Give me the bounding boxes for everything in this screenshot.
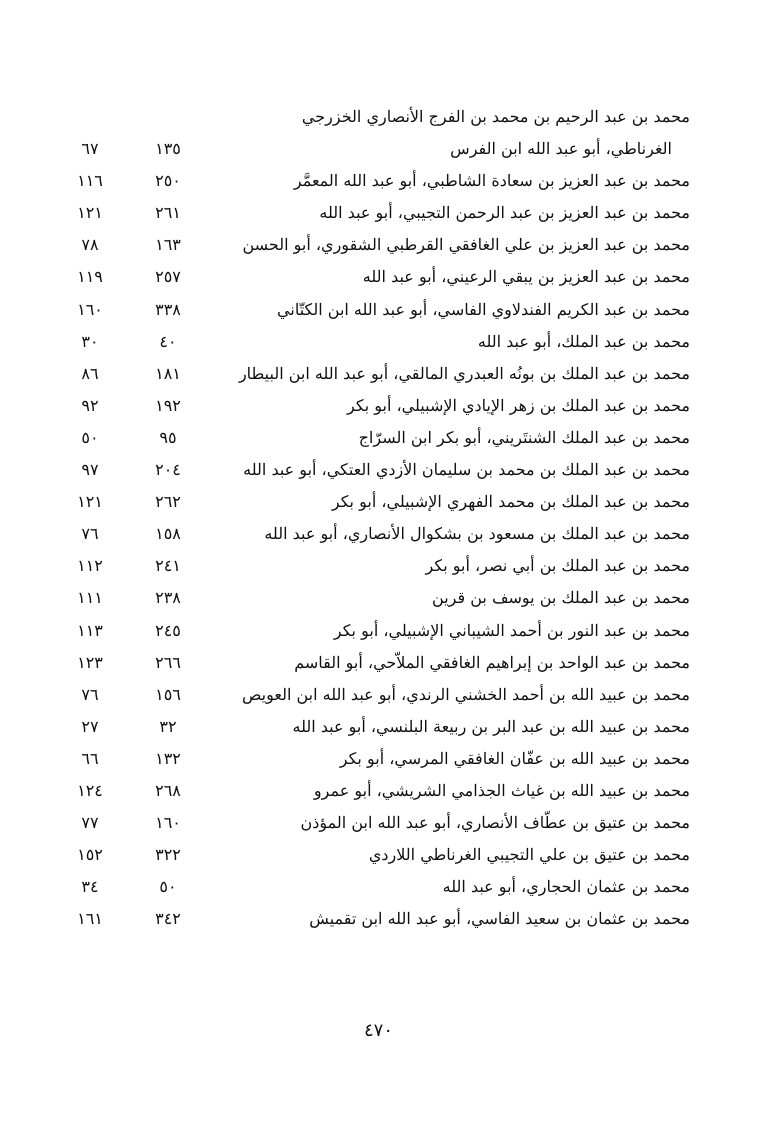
entry-number-b: ٥٠ xyxy=(81,427,99,447)
index-entry xyxy=(60,325,690,357)
index-entry xyxy=(60,774,690,806)
entry-number-a: ٣٤٢ xyxy=(155,909,181,929)
entry-number-b: ١١٢ xyxy=(77,556,103,576)
entry-name: محمد بن عبد الرحيم بن محمد بن الفرج الأنصاري الخزرجي xyxy=(301,107,690,126)
entry-name: محمد بن عبد الملك بن بونُه العبدري المالقي، أبو عبد الله ابن البيطار xyxy=(238,363,690,383)
entry-name: محمد بن عبد الكريم الفندلاوي الفاسي، أبو عبد الله ابن الكتّاني xyxy=(277,299,690,319)
entry-number-a: ٣٣٨ xyxy=(155,299,181,319)
index-entry xyxy=(60,228,690,260)
entry-name: محمد بن عتيق بن عطّاف الأنصاري، أبو عبد الله ابن المؤذن xyxy=(300,813,690,833)
index-entry xyxy=(60,614,690,646)
entry-name: محمد بن عبد النور بن أحمد الشيباني الإشبيلي، أبو بكر xyxy=(333,620,690,640)
entry-number-a: ٥٠ xyxy=(159,877,177,897)
entry-name: محمد بن عتيق بن علي التجيبي الغرناطي اللاردي xyxy=(368,845,690,865)
entry-name: محمد بن عبيد الله بن عفّان الغافقي المرسي، أبو بكر xyxy=(339,748,690,768)
index-entry xyxy=(60,100,690,164)
index-entry xyxy=(60,517,690,549)
entry-number-a: ٢٥٠ xyxy=(155,171,181,191)
entry-number-a: ٢٤٥ xyxy=(155,620,181,640)
entry-number-b: ٢٧ xyxy=(81,716,99,736)
entry-number-b: ٧٧ xyxy=(81,813,99,833)
index-entry xyxy=(60,838,690,870)
entry-number-b: ٣٠ xyxy=(81,331,99,351)
entry-number-b: ٦٦ xyxy=(81,748,99,768)
entry-name: محمد بن عبد العزيز بن عبد الرحمن التجيبي، أبو عبد الله xyxy=(319,203,690,223)
entry-number-a: ٢٦١ xyxy=(155,203,181,223)
entry-name: محمد بن عبد الملك بن زهر الإيادي الإشبيلي، أبو بكر xyxy=(347,395,690,415)
entry-name: محمد بن عبد الملك بن محمد الفهري الإشبيلي، أبو بكر xyxy=(331,492,690,512)
entry-name: محمد بن عبد الملك، أبو عبد الله xyxy=(477,331,690,351)
index-entry xyxy=(60,196,690,228)
entry-number-a: ١٨١ xyxy=(155,363,181,383)
index-entry xyxy=(60,902,690,934)
name-index-list xyxy=(60,100,690,934)
index-entry xyxy=(60,806,690,838)
entry-name: محمد بن عبد الملك بن محمد بن سليمان الأزدي العتكي، أبو عبد الله xyxy=(243,460,690,480)
entry-number-a: ١٥٦ xyxy=(155,684,181,704)
entry-number-b: ١٢١ xyxy=(77,492,103,512)
entry-name: محمد بن عبيد الله بن غياث الجذامي الشريشي، أبو عمرو xyxy=(313,780,690,800)
entry-name-continuation: الغرناطي، أبو عبد الله ابن الفرس xyxy=(450,139,672,158)
entry-number-a: ٤٠ xyxy=(159,331,177,351)
entry-number-b: ١١٦ xyxy=(77,171,103,191)
entry-number-b: ٧٦ xyxy=(81,524,99,544)
entry-name: محمد بن عبد العزيز بن علي الغافقي القرطبي الشقوري، أبو الحسن xyxy=(242,235,690,255)
entry-number-a: ٢٤١ xyxy=(155,556,181,576)
entry-number-b: ١١٣ xyxy=(77,620,103,640)
entry-name: محمد بن عبيد الله بن أحمد الخشني الرندي، أبو عبد الله ابن العويص xyxy=(242,684,690,704)
entry-number-b: ١٦١ xyxy=(77,909,103,929)
index-entry xyxy=(60,646,690,678)
entry-number-b: ١٢٣ xyxy=(77,652,103,672)
index-entry xyxy=(60,710,690,742)
index-entry xyxy=(60,260,690,292)
index-entry xyxy=(60,742,690,774)
index-entry xyxy=(60,678,690,710)
entry-number-a: ١٣٥ xyxy=(155,139,181,158)
entry-number-a: ١٦٣ xyxy=(155,235,181,255)
entry-number-b: ٦٧ xyxy=(81,139,99,158)
entry-number-a: ٢٣٨ xyxy=(155,588,181,608)
index-entry xyxy=(60,357,690,389)
entry-number-a: ٢٠٤ xyxy=(155,460,181,480)
entry-number-b: ١٦٠ xyxy=(77,299,103,319)
entry-number-a: ٣٢٢ xyxy=(155,845,181,865)
entry-number-b: ٧٦ xyxy=(81,684,99,704)
entry-name: محمد بن عثمان الحجاري، أبو عبد الله xyxy=(442,877,690,897)
entry-number-b: ١٢٤ xyxy=(77,780,103,800)
entry-number-b: ٣٤ xyxy=(81,877,99,897)
entry-number-a: ١٦٠ xyxy=(155,813,181,833)
entry-number-b: ١٢١ xyxy=(77,203,103,223)
entry-name: محمد بن عبد الملك بن أبي نصر، أبو بكر xyxy=(425,556,690,576)
entry-number-b: ١١١ xyxy=(77,588,103,608)
entry-name: محمد بن عبد الملك بن مسعود بن بشكوال الأنصاري، أبو عبد الله xyxy=(264,524,690,544)
index-entry xyxy=(60,549,690,581)
index-entry xyxy=(60,581,690,613)
entry-name: محمد بن عبيد الله بن عبد البر بن ربيعة البلنسي، أبو عبد الله xyxy=(292,716,690,736)
index-entry xyxy=(60,870,690,902)
entry-name: محمد بن عبد الواحد بن إبراهيم الغافقي الملاّحي، أبو القاسم xyxy=(294,652,690,672)
entry-number-a: ٢٦٢ xyxy=(155,492,181,512)
index-entry xyxy=(60,421,690,453)
entry-number-b: ٨٦ xyxy=(81,363,99,383)
entry-number-a: ٢٦٦ xyxy=(155,652,181,672)
index-entry xyxy=(60,164,690,196)
entry-number-a: ٣٢ xyxy=(159,716,177,736)
index-entry xyxy=(60,453,690,485)
index-entry xyxy=(60,485,690,517)
entry-name: محمد بن عثمان بن سعيد الفاسي، أبو عبد الله ابن تقميش xyxy=(309,909,690,929)
entry-number-a: ١٣٢ xyxy=(155,748,181,768)
entry-name: محمد بن عبد الملك بن يوسف بن قرين xyxy=(432,588,690,608)
entry-number-b: ١١٩ xyxy=(77,267,103,287)
index-entry xyxy=(60,293,690,325)
page-number: ٤٧٠ xyxy=(363,1020,393,1041)
entry-number-a: ٢٥٧ xyxy=(155,267,181,287)
entry-number-a: ٢٦٨ xyxy=(155,780,181,800)
entry-name: محمد بن عبد العزيز بن سعادة الشاطبي، أبو عبد الله المعمَّر xyxy=(293,171,690,191)
entry-name: محمد بن عبد الملك الشنتَريني، أبو بكر ابن السرّاج xyxy=(358,427,690,447)
entry-number-a: ١٩٢ xyxy=(155,395,181,415)
entry-number-a: ٩٥ xyxy=(159,427,177,447)
entry-number-b: ٩٧ xyxy=(81,460,99,480)
index-entry xyxy=(60,389,690,421)
entry-number-b: ٧٨ xyxy=(81,235,99,255)
entry-number-b: ٩٢ xyxy=(81,395,99,415)
entry-name: محمد بن عبد العزيز بن يبقي الرعيني، أبو عبد الله xyxy=(362,267,690,287)
entry-number-a: ١٥٨ xyxy=(155,524,181,544)
entry-number-b: ١٥٢ xyxy=(77,845,103,865)
